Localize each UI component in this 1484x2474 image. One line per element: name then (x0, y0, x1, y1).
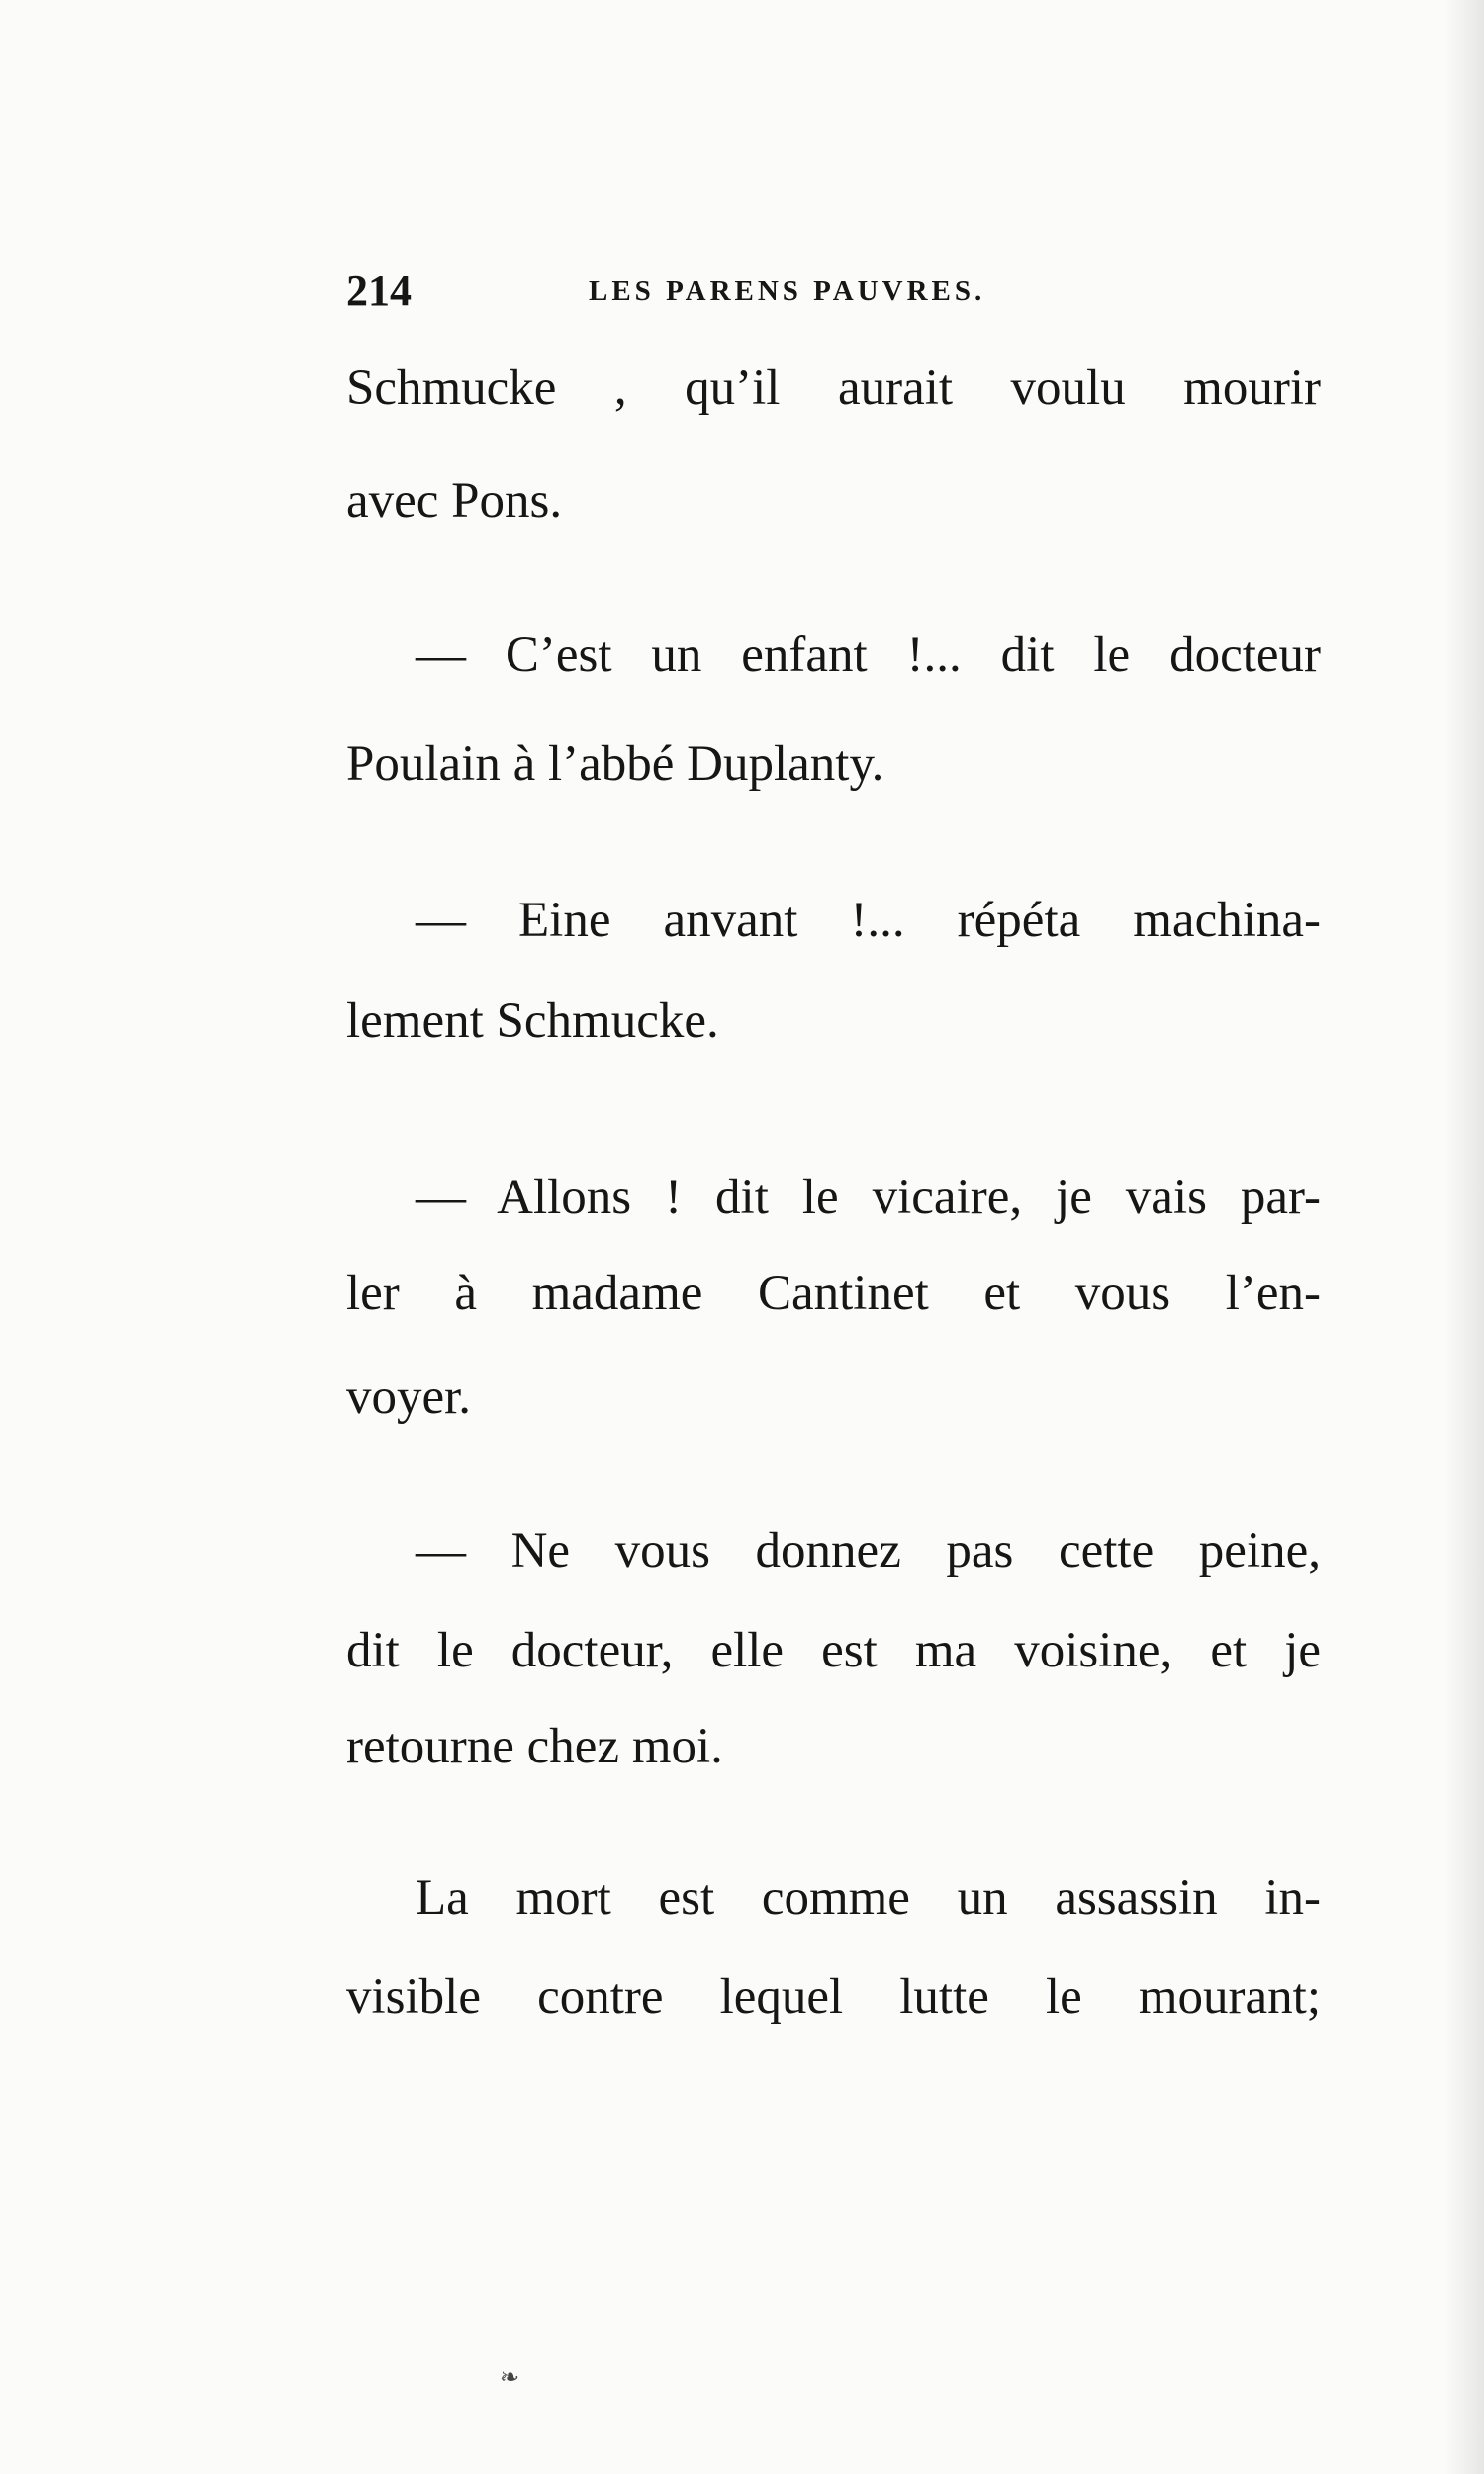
printer-ornament: ❧ (500, 2363, 520, 2391)
text-line-10: — Ne vous donnez pas cette peine, (416, 1523, 1321, 1578)
running-head: LES PARENS PAUVRES. (589, 275, 986, 307)
text-line-12: retourne chez moi. (346, 1719, 723, 1774)
page-edge-shadow (1444, 0, 1484, 2474)
text-line-5: — Eine anvant !... répéta machina- (416, 893, 1321, 948)
text-line-4: Poulain à l’abbé Duplanty. (346, 736, 884, 792)
page-header (346, 265, 1059, 325)
text-line-14: visible contre lequel lutte le mourant; (346, 1969, 1321, 2025)
text-line-3: — C’est un enfant !... dit le docteur (416, 627, 1321, 683)
page-number: 214 (346, 266, 412, 315)
text-line-1: Schmucke , qu’il aurait voulu mourir (346, 360, 1321, 416)
text-line-8: ler à madame Cantinet et vous l’en- (346, 1266, 1321, 1321)
text-line-7: — Allons ! dit le vicaire, je vais par- (416, 1170, 1321, 1225)
text-line-6: lement Schmucke. (346, 994, 719, 1049)
text-line-2: avec Pons. (346, 473, 563, 528)
text-line-11: dit le docteur, elle est ma voisine, et je (346, 1623, 1321, 1678)
text-line-13: La mort est comme un assassin in- (416, 1870, 1321, 1926)
text-line-9: voyer. (346, 1370, 472, 1425)
